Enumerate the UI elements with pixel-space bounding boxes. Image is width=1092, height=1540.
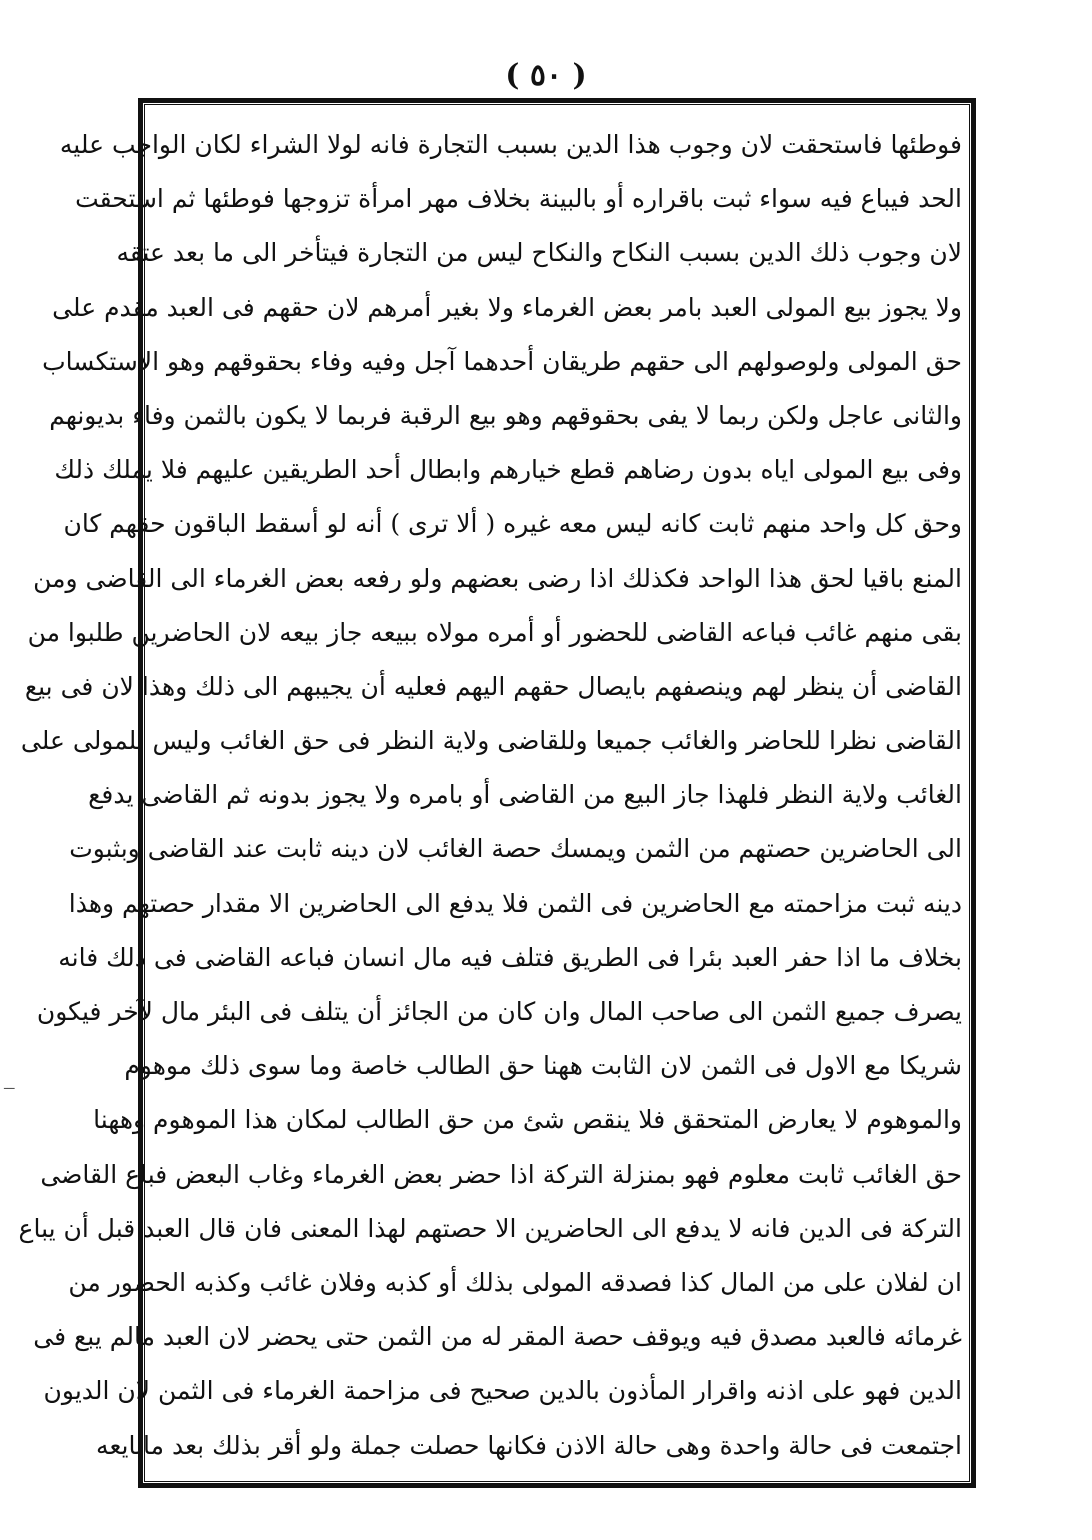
page-number: ( ٥٠ ): [505, 58, 587, 93]
margin-stray-mark: ـــ: [4, 1078, 15, 1092]
text-line: المنع باقيا لحق هذا الواحد فكذلك اذا رضى بعضهم ولو رفعه بعض الغرماء الى القاضى ومن: [33, 563, 962, 593]
text-line: دينه ثبت مزاحمته مع الحاضرين فى الثمن فلا يدفع الى الحاضرين الا مقدار حصتهم وهذا: [68, 888, 962, 918]
text-line: يصرف جميع الثمن الى صاحب المال وان كان من الجائز أن يتلف فى البئر مال لآخر فيكون: [36, 997, 962, 1026]
text-line: لان وجوب ذلك الدين بسبب النكاح والنكاح ليس من التجارة فيتأخر الى ما بعد عتقه: [116, 238, 962, 268]
text-line: غرمائه فالعبد مصدق فيه ويوقف حصة المقر له من الثمن حتى يحضر لان العبد مالم يبع فى: [33, 1322, 962, 1352]
text-line: التركة فى الدين فانه لا يدفع الى الحاضرين الا حصتهم لهذا المعنى فان قال العبد قبل أن يباع: [18, 1213, 962, 1243]
text-line: حق المولى ولوصولهم الى حقهم طريقان أحدهما آجل وفيه وفاء بحقوقهم وهو الاستكساب: [42, 346, 962, 376]
text-line: وحق كل واحد منهم ثابت كانه ليس معه غيره ( ألا ترى ) أنه لو أسقط الباقون حقهم كان: [63, 509, 962, 539]
text-line: الدين فهو على اذنه واقرار المأذون بالدين صحيح فى مزاحمة الغرماء فى الثمن لان الديون: [43, 1376, 962, 1406]
text-line: بقى منهم غائب فباعه القاضى للحضور أو أمره مولاه ببيعه جاز بيعه لان الحاضرين طلبوا من: [27, 617, 962, 647]
text-line: والموهوم لا يعارض المتحقق فلا ينقص شئ من حق الطالب لمكان هذا الموهوم وههنا: [93, 1105, 962, 1135]
text-line: فوطئها فاستحقت لان وجوب هذا الدين بسبب التجارة فانه لولا الشراء لكان الواجب عليه: [59, 130, 962, 159]
text-line: الى الحاضرين حصتهم من الثمن ويمسك حصة الغائب لان دينه ثابت عند القاضى وبثبوت: [69, 834, 962, 864]
text-line: الغائب ولاية النظر فلهذا جاز البيع من القاضى أو بامره ولا يجوز بدونه ثم القاضى يدفع: [88, 780, 962, 810]
text-line: القاضى نظرا للحاضر والغائب جميعا وللقاضى ولاية النظر فى حق الغائب وليس للمولى على: [20, 726, 962, 756]
text-line: ولا يجوز بيع المولى العبد بامر بعض الغرماء ولا بغير أمرهم لان حقهم فى العبد مقدم على: [52, 292, 962, 322]
text-line: وفى بيع المولى اياه بدون رضاهم قطع خيارهم وابطال أحد الطريقين عليهم فلا يملك ذلك: [54, 455, 962, 485]
text-line: حق الغائب ثابت معلوم فهو بمنزلة التركة اذا حضر بعض الغرماء وغاب البعض فباع القاضى: [40, 1159, 962, 1189]
text-line: والثانى عاجل ولكن ربما لا يفى بحقوقهم وهو بيع الرقبة فربما لا يكون بالثمن وفاء بديونهم: [49, 400, 962, 430]
text-line: القاضى أن ينظر لهم وينصفهم بايصال حقهم اليهم فعليه أن يجيبهم الى ذلك وهذا لان فى بيع: [24, 671, 962, 701]
text-line: الحد فيباع فيه سواء ثبت باقراره أو بالبينة بخلاف مهر امرأة تزوجها فوطئها ثم استحقت: [75, 184, 962, 214]
text-line: شريكا مع الاول فى الثمن لان الثابت ههنا حق الطالب خاصة وما سوى ذلك موهوم: [124, 1051, 962, 1081]
text-line: اجتمعت فى حالة واحدة وهى حالة الاذن فكانها حصلت جملة ولو أقر بذلك بعد مابايعه: [96, 1430, 962, 1460]
text-line: بخلاف ما اذا حفر العبد بئرا فى الطريق فتلف فيه مال انسان فباعه القاضى فى ذلك فانه: [58, 942, 962, 972]
text-line: ان لفلان على من المال كذا فصدقه المولى بذلك أو كذبه وفلان غائب وكذبه الحضور من: [68, 1267, 962, 1297]
text-body: [18, 118, 962, 1474]
